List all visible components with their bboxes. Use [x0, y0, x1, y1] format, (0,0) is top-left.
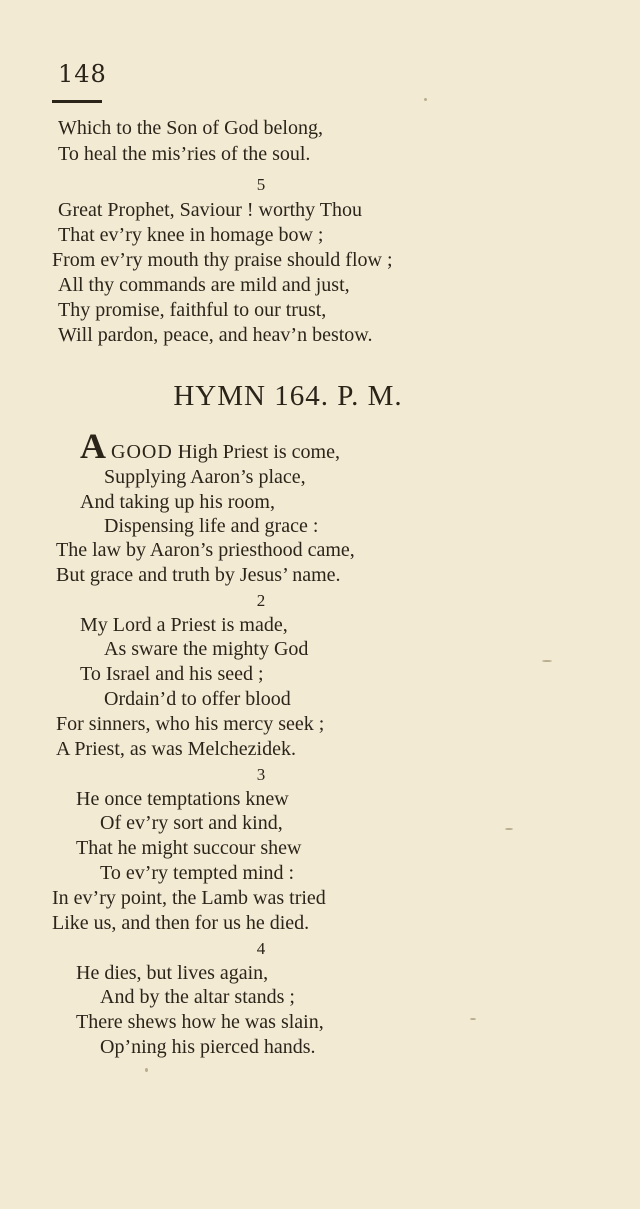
verse-line: From ev’ry mouth thy praise should flow ; [52, 249, 393, 271]
verse-line: For sinners, who his mercy seek ; [56, 713, 325, 735]
verse-line: Ordain’d to offer blood [104, 688, 291, 710]
first-word: GOOD [111, 441, 173, 463]
verse-line: In ev’ry point, the Lamb was tried [52, 887, 326, 909]
verse-line: And by the altar stands ; [100, 986, 295, 1008]
verse-line: He once temptations knew [76, 788, 289, 810]
header-rule [52, 100, 102, 103]
verse-line: Which to the Son of God belong, [58, 117, 323, 139]
verse-line: Op’ning his pierced hands. [100, 1036, 316, 1058]
page-number: 148 [58, 60, 107, 88]
verse-line: That ev’ry knee in homage bow ; [58, 224, 324, 246]
verse-line: Supplying Aaron’s place, [104, 466, 306, 488]
verse-line: He dies, but lives again, [76, 962, 269, 984]
paper-speck [505, 828, 513, 830]
verse-line: To Israel and his seed ; [80, 663, 264, 685]
verse-line: Of ev’ry sort and kind, [100, 812, 283, 834]
verse-line: As sware the mighty God [104, 638, 309, 660]
verse-line: A Priest, as was Melchezidek. [56, 738, 296, 760]
first-line-rest: High Priest is come, [172, 441, 340, 463]
verse-line: And taking up his room, [80, 491, 275, 513]
verse-number: 5 [256, 175, 266, 194]
paper-speck [470, 1018, 476, 1020]
verse-number: 4 [256, 939, 266, 958]
paper-speck [145, 1068, 148, 1072]
verse-line: Dispensing life and grace : [104, 515, 319, 537]
verse-line: All thy commands are mild and just, [58, 274, 350, 296]
verse-line: There shews how he was slain, [76, 1011, 324, 1033]
verse-line: That he might succour shew [76, 837, 302, 859]
verse-line: But grace and truth by Jesus’ name. [56, 564, 341, 586]
verse-first-line [80, 426, 340, 466]
paper-speck [424, 98, 427, 101]
verse-line: Will pardon, peace, and heav’n bestow. [58, 324, 373, 346]
verse-line: To heal the mis’ries of the soul. [58, 143, 311, 165]
verse-line: Thy promise, faithful to our trust, [58, 299, 327, 321]
drop-cap: A [80, 426, 106, 466]
verse-line: Great Prophet, Saviour ! worthy Thou [58, 199, 363, 221]
verse-line: To ev’ry tempted mind : [100, 862, 295, 884]
hymn-title: HYMN 164. P. M. [173, 380, 403, 412]
verse-line: The law by Aaron’s priesthood came, [56, 539, 355, 561]
paper-speck [542, 660, 552, 662]
verse-number: 2 [256, 591, 266, 610]
verse-line: Like us, and then for us he died. [52, 912, 310, 934]
verse-line: My Lord a Priest is made, [80, 614, 288, 636]
verse-number: 3 [256, 765, 266, 784]
